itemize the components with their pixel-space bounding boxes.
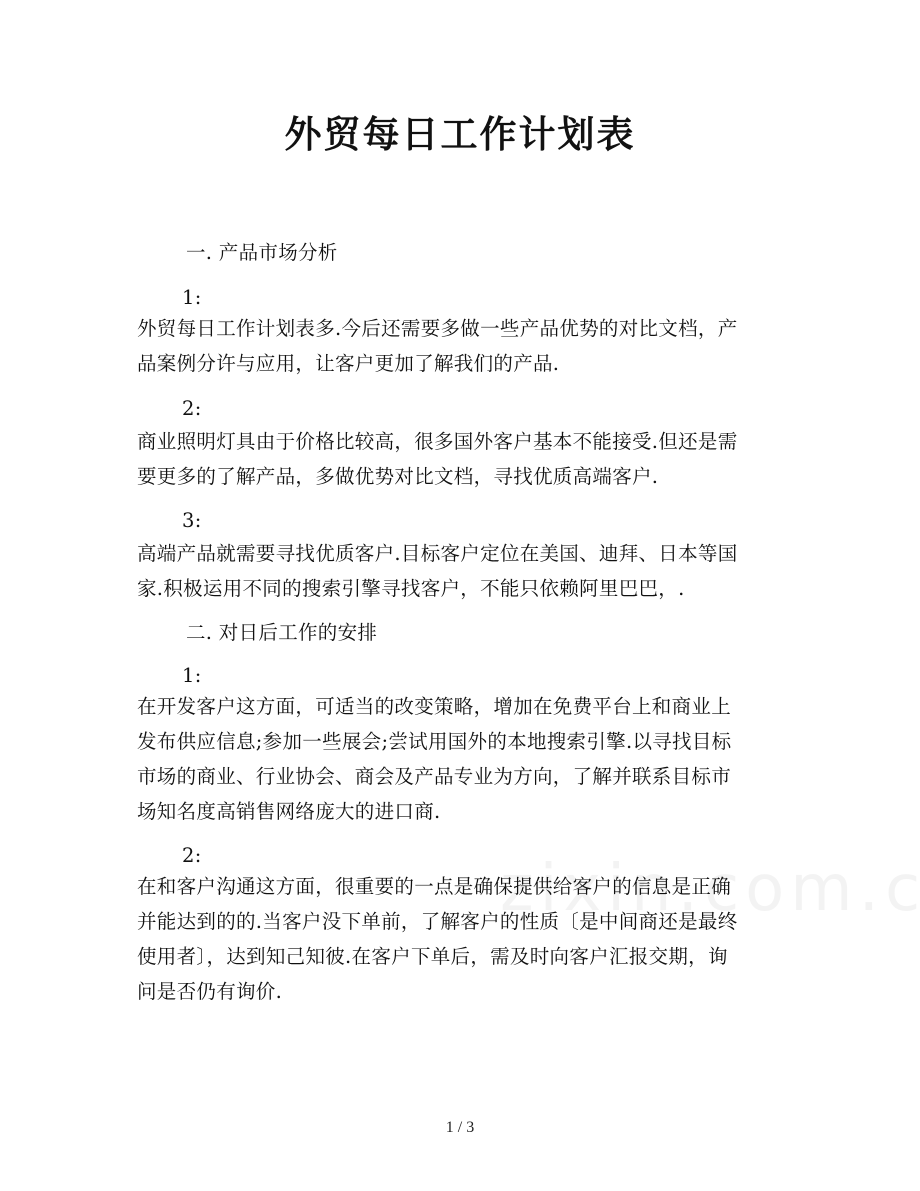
paragraph-line: 家.积极运用不同的搜索引擎寻找客户，不能只依赖阿里巴巴，. [137,577,685,600]
item-number: 1: [182,664,202,687]
paragraph-line: 在开发客户这方面，可适当的改变策略，增加在免费平台上和商业上 [137,695,732,718]
paragraph-line: 商业照明灯具由于价格比较高，很多国外客户基本不能接受.但还是需 [137,430,738,453]
item-number: 2: [182,844,202,867]
paragraph-line: 问是否仍有询价. [137,980,283,1003]
paragraph-line: 并能达到的的.当客户没下单前，了解客户的性质〔是中间商还是最终 [137,910,738,933]
page-number: 1 / 3 [445,1119,475,1136]
paragraph-line: 场知名度高销售网络庞大的进口商. [137,800,441,823]
watermark [500,852,920,926]
paragraph-line: 品案例分许与应用，让客户更加了解我们的产品. [137,352,560,375]
paragraph-line: 使用者〕，达到知己知彼.在客户下单后，需及时向客户汇报交期，询 [137,945,728,968]
item-number: 1: [182,286,202,309]
item-number: 3: [182,509,202,532]
paragraph-line: 市场的商业、行业协会、商会及产品专业为方向，了解并联系目标市 [137,765,732,788]
section-heading: 一. 产品市场分析 [186,241,338,264]
paragraph-line: 在和客户沟通这方面，很重要的一点是确保提供给客户的信息是正确 [137,875,732,898]
item-number: 2: [182,397,202,420]
section-heading: 二. 对日后工作的安排 [186,621,378,644]
paragraph-line: 要更多的了解产品，多做优势对比文档，寻找优质高端客户. [137,465,659,488]
paragraph-line: 发布供应信息;参加一些展会;尝试用国外的本地搜索引擎.以寻找目标 [137,730,732,753]
paragraph-line: 高端产品就需要寻找优质客户.目标客户定位在美国、迪拜、日本等国 [137,542,738,565]
paragraph-line: 外贸每日工作计划表多.今后还需要多做一些产品优势的对比文档，产 [137,317,738,340]
page-title: 外贸每日工作计划表 [284,112,636,156]
